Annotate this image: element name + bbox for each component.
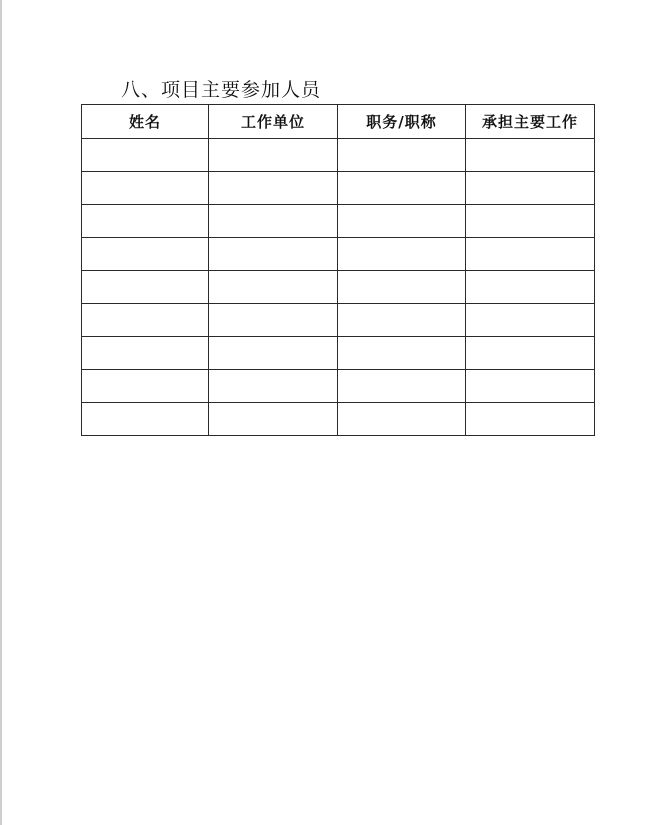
position-title-cell[interactable] <box>338 403 466 436</box>
main-work-cell[interactable] <box>466 238 595 271</box>
main-work-cell[interactable] <box>466 304 595 337</box>
name-cell[interactable] <box>82 370 209 403</box>
table-row <box>82 370 595 403</box>
section-title: 八、项目主要参加人员 <box>121 79 322 101</box>
position-title-cell[interactable] <box>338 337 466 370</box>
position-title-cell[interactable] <box>338 205 466 238</box>
name-cell[interactable] <box>82 238 209 271</box>
work-unit-cell[interactable] <box>209 205 338 238</box>
table-row <box>82 172 595 205</box>
position-title-cell[interactable] <box>338 304 466 337</box>
main-work-cell[interactable] <box>466 205 595 238</box>
position-title-cell[interactable] <box>338 370 466 403</box>
table-row <box>82 271 595 304</box>
work-unit-cell[interactable] <box>209 370 338 403</box>
work-unit-cell[interactable] <box>209 337 338 370</box>
name-cell[interactable] <box>82 403 209 436</box>
work-unit-cell[interactable] <box>209 403 338 436</box>
header-work-unit: 工作单位 <box>209 105 338 139</box>
personnel-table <box>81 104 595 436</box>
work-unit-cell[interactable] <box>209 304 338 337</box>
position-title-cell[interactable] <box>338 139 466 172</box>
position-title-cell[interactable] <box>338 172 466 205</box>
name-cell[interactable] <box>82 304 209 337</box>
main-work-cell[interactable] <box>466 139 595 172</box>
main-work-cell[interactable] <box>466 403 595 436</box>
table-header-row <box>82 105 595 139</box>
name-cell[interactable] <box>82 271 209 304</box>
work-unit-cell[interactable] <box>209 139 338 172</box>
table-row <box>82 205 595 238</box>
table-body <box>82 139 595 436</box>
page-left-edge <box>0 0 2 825</box>
main-work-cell[interactable] <box>466 370 595 403</box>
main-work-cell[interactable] <box>466 271 595 304</box>
main-work-cell[interactable] <box>466 337 595 370</box>
name-cell[interactable] <box>82 337 209 370</box>
table-row <box>82 403 595 436</box>
header-position-title: 职务/职称 <box>338 105 466 139</box>
table-row <box>82 304 595 337</box>
table-row <box>82 139 595 172</box>
header-main-work: 承担主要工作 <box>466 105 595 139</box>
name-cell[interactable] <box>82 205 209 238</box>
table-row <box>82 238 595 271</box>
main-work-cell[interactable] <box>466 172 595 205</box>
name-cell[interactable] <box>82 139 209 172</box>
name-cell[interactable] <box>82 172 209 205</box>
work-unit-cell[interactable] <box>209 172 338 205</box>
position-title-cell[interactable] <box>338 271 466 304</box>
work-unit-cell[interactable] <box>209 271 338 304</box>
work-unit-cell[interactable] <box>209 238 338 271</box>
position-title-cell[interactable] <box>338 238 466 271</box>
header-name: 姓名 <box>82 105 209 139</box>
table-row <box>82 337 595 370</box>
